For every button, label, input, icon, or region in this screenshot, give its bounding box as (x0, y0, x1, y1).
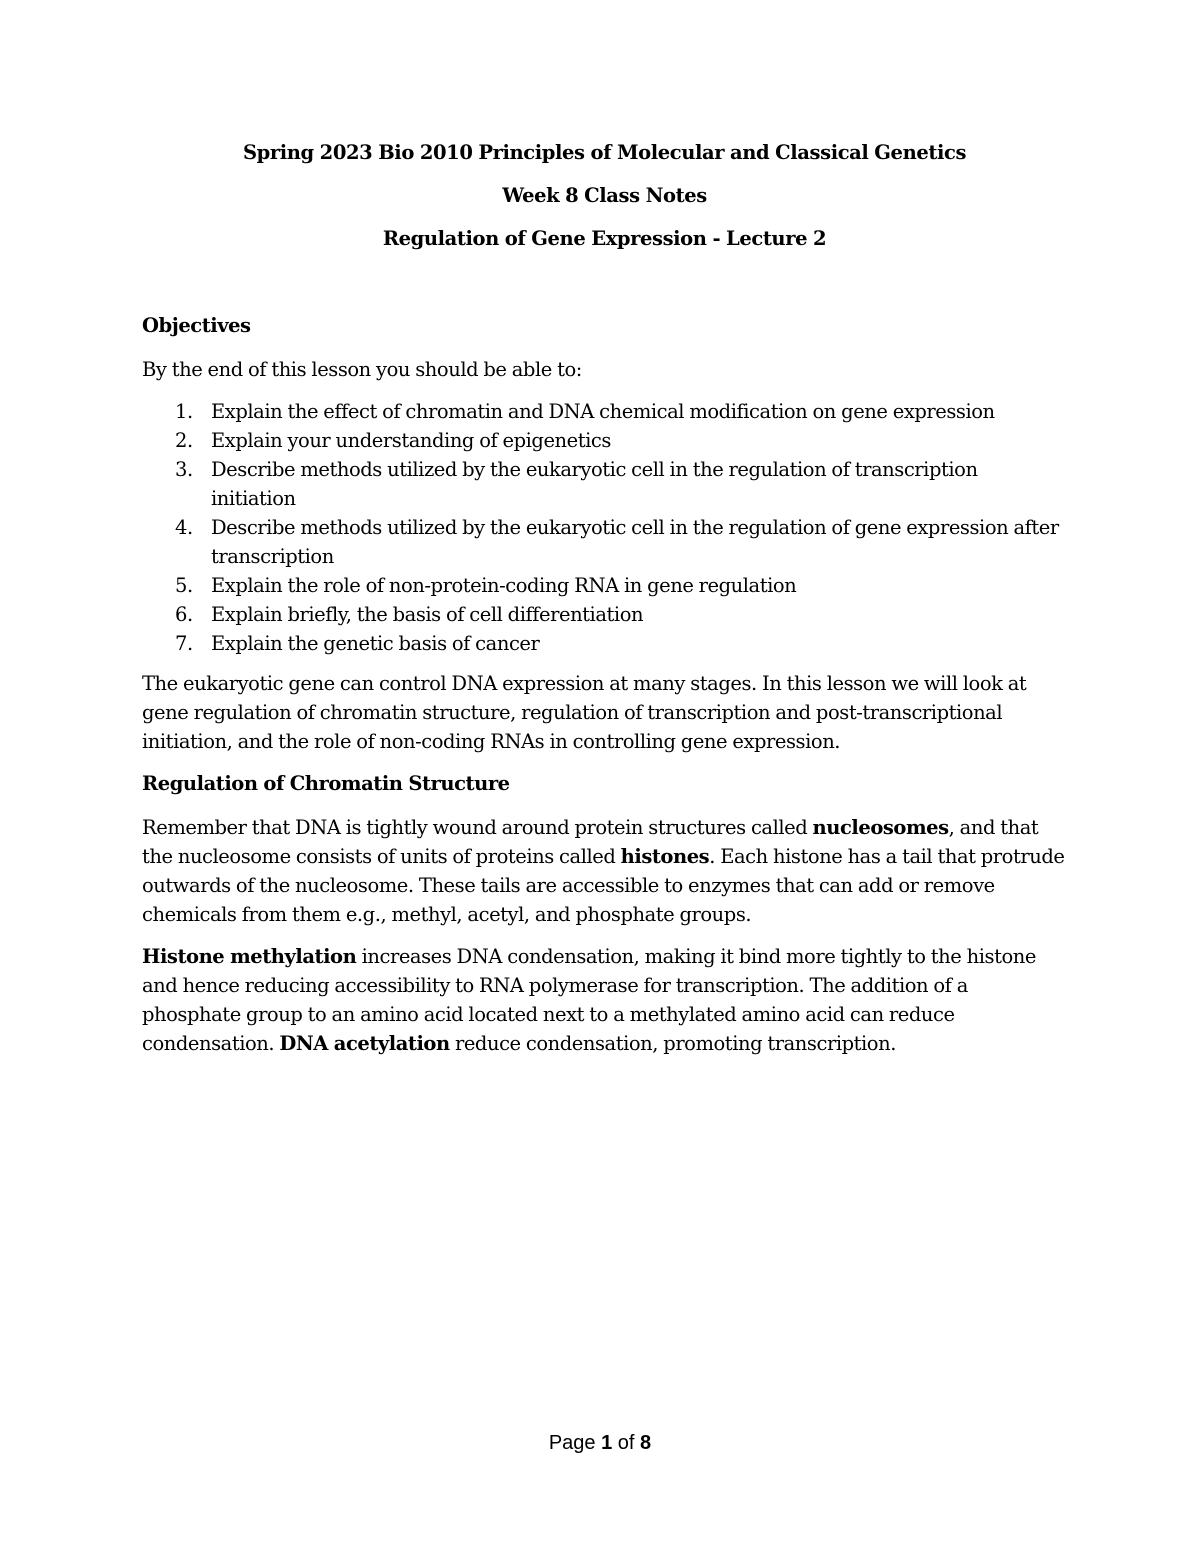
list-item (142, 600, 1067, 629)
paragraph-text: Remember that DNA is tightly wound around protein structures called (142, 816, 813, 839)
list-item-text: Explain the genetic basis of cancer (211, 632, 540, 655)
lecture-title: Regulation of Gene Expression - Lecture 2 (382, 227, 827, 250)
paragraph-text: . Each histone has a tail that protrude outwards of the nucleosome. These tails are accessible to enzymes that can add or remove chemicals from them e.g., methyl, acetyl, and phosphate groups. (142, 845, 1065, 926)
list-item-number: 6. (175, 603, 193, 626)
term-histones: histones (620, 845, 710, 868)
list-item-text: Explain briefly, the basis of cell differentiation (211, 603, 644, 626)
list-item (142, 397, 1067, 426)
term-dna-acetylation: DNA acetylation (279, 1032, 450, 1055)
document-subtitle: Week 8 Class Notes (502, 184, 707, 207)
list-item (142, 571, 1067, 600)
list-item-number: 3. (175, 458, 193, 481)
chromatin-heading: Regulation of Chromatin Structure (142, 772, 510, 795)
list-item-text: Describe methods utilized by the eukaryotic cell in the regulation of gene expression after transcription (211, 516, 1059, 568)
list-item-text: Explain the role of non-protein-coding RNA in gene regulation (211, 574, 797, 597)
paragraph-text: , and that the nucleosome consists of units of proteins called (142, 816, 1039, 868)
current-page-number: 1 (601, 1432, 613, 1454)
objectives-heading: Objectives (142, 314, 251, 337)
chromatin-paragraph-2 (142, 942, 1067, 1058)
term-histone-methylation: Histone methylation (142, 945, 357, 968)
page-content (142, 138, 1067, 1071)
list-item (142, 455, 1067, 513)
objectives-summary: The eukaryotic gene can control DNA expression at many stages. In this lesson we will look at gene regulation of chromatin structure, regulation of transcription and post-transcriptional initiation, and the role of non-coding RNAs in controlling gene expression. (142, 672, 1027, 753)
list-item-text: Explain your understanding of epigenetics (211, 429, 611, 452)
list-item-text: Describe methods utilized by the eukaryotic cell in the regulation of transcription initiation (211, 458, 978, 510)
page-label: Page (548, 1432, 596, 1454)
list-item (142, 629, 1067, 658)
objectives-intro: By the end of this lesson you should be able to: (142, 358, 582, 381)
chromatin-paragraph-1 (142, 813, 1067, 929)
list-item-number: 4. (175, 516, 193, 539)
list-item (142, 426, 1067, 455)
term-nucleosomes: nucleosomes (812, 816, 949, 839)
list-item-text: Explain the effect of chromatin and DNA chemical modification on gene expression (211, 400, 995, 423)
list-item-number: 2. (175, 429, 193, 452)
paragraph-text: reduce condensation, promoting transcription. (449, 1032, 896, 1055)
total-page-count: 8 (640, 1432, 652, 1454)
page-of-label: of (617, 1432, 635, 1454)
document-title: Spring 2023 Bio 2010 Principles of Molecular and Classical Genetics (242, 141, 967, 164)
list-item-number: 5. (175, 574, 193, 597)
paragraph-text: increases DNA condensation, making it bind more tightly to the histone and hence reducing accessibility to RNA polymerase for transcription. The addition of a phosphate group to an amino acid located next to a methylated amino acid can reduce condensation. (142, 945, 1036, 1055)
page-footer (0, 1428, 1200, 1458)
objectives-list (142, 397, 1067, 658)
list-item-number: 7. (175, 632, 193, 655)
list-item (142, 513, 1067, 571)
list-item-number: 1. (175, 400, 193, 423)
